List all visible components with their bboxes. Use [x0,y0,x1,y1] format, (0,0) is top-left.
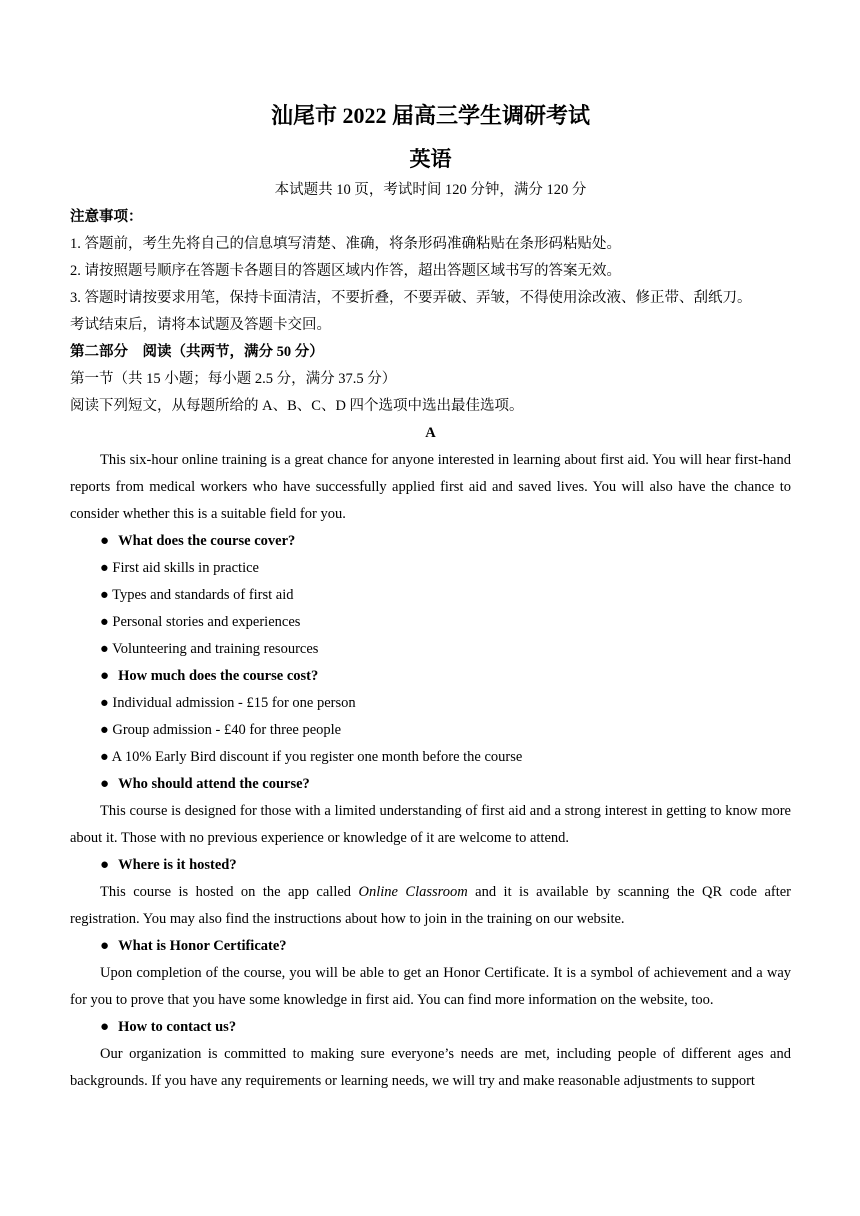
contact-paragraph: Our organization is committed to making sure everyone’s needs are met, including people of different ages and backgrounds. If you have any requirements or learning needs, we will try and make reasonable adjustments to support [70,1046,791,1089]
question-text: How much does the course cost? [118,668,319,684]
bullet-icon: ● [100,668,110,684]
list-item: ● Volunteering and training resources [100,641,319,657]
section-instruction: 阅读下列短文，从每题所给的 A、B、C、D 四个选项中选出最佳选项。 [70,398,524,414]
where-text-before: This course is hosted on the app called [100,884,359,900]
notes-after: 考试结束后，请将本试题及答题卡交回。 [70,317,331,333]
question-heading-who [70,771,791,798]
list-item: ● Types and standards of first aid [100,587,294,603]
section-part: 第二部分 阅读（共两节，满分 50 分） [70,344,324,360]
list-item: ● First aid skills in practice [100,560,259,576]
exam-subject: 英语 [409,147,452,171]
bullet-icon: ● [100,857,110,873]
question-heading-contact [70,1014,791,1041]
question-heading-where [70,852,791,879]
list-item: ● Group admission - £40 for three people [100,722,342,738]
note-item: 3. 答题时请按要求用笔，保持卡面清洁，不要折叠，不要弄破、弄皱，不得使用涂改液、修正带、刮纸刀。 [70,290,752,306]
where-paragraph [70,879,791,933]
bullet-icon: ● [100,776,110,792]
app-name: Online Classroom [358,884,468,900]
question-text: What is Honor Certificate? [118,938,287,954]
exam-info: 本试题共 10 页，考试时间 120 分钟，满分 120 分 [274,182,587,198]
question-text: What does the course cover? [118,533,296,549]
who-paragraph: This course is designed for those with a limited understanding of first aid and a strong interest in getting to know more about it. Those with no previous experience or knowledge of it are welcome to attend. [70,803,791,846]
note-item: 2. 请按照题号顺序在答题卡各题目的答题区域内作答，超出答题区域书写的答案无效。 [70,263,621,279]
bullet-icon: ● [100,1019,110,1035]
question-text: Where is it hosted? [118,857,237,873]
question-heading-cover [70,528,791,555]
passage-intro: This six-hour online training is a great chance for anyone interested in learning about first aid. You will hear first-hand reports from medical workers who have successfully applied first aid and saved lives. You will also have the chance to consider whether this is a suitable field for you. [70,452,791,522]
question-heading-cost [70,663,791,690]
exam-page [70,100,791,1095]
bullet-icon: ● [100,938,110,954]
question-text: How to contact us? [118,1019,237,1035]
honor-paragraph: Upon completion of the course, you will be able to get an Honor Certificate. It is a symbol of achievement and a way for you to prove that you have some knowledge in first aid. You can find more information on the website, too. [70,965,791,1008]
question-text: Who should attend the course? [118,776,310,792]
note-item: 1. 答题前，考生先将自己的信息填写清楚、准确，将条形码准确粘贴在条形码粘贴处。 [70,236,621,252]
bullet-icon: ● [100,533,110,549]
exam-title: 汕尾市 2022 届高三学生调研考试 [270,103,590,128]
notes-heading: 注意事项： [70,209,143,225]
passage-label: A [425,425,436,441]
list-item: ● A 10% Early Bird discount if you register one month before the course [100,749,523,765]
list-item: ● Personal stories and experiences [100,614,301,630]
section-subsection: 第一节（共 15 小题；每小题 2.5 分，满分 37.5 分） [70,371,397,387]
where-text-after: and it is available by scanning the QR code after registration. You may also find the instructions about how to join in the training on our website. [70,884,791,927]
question-heading-honor [70,933,791,960]
list-item: ● Individual admission - £15 for one person [100,695,356,711]
